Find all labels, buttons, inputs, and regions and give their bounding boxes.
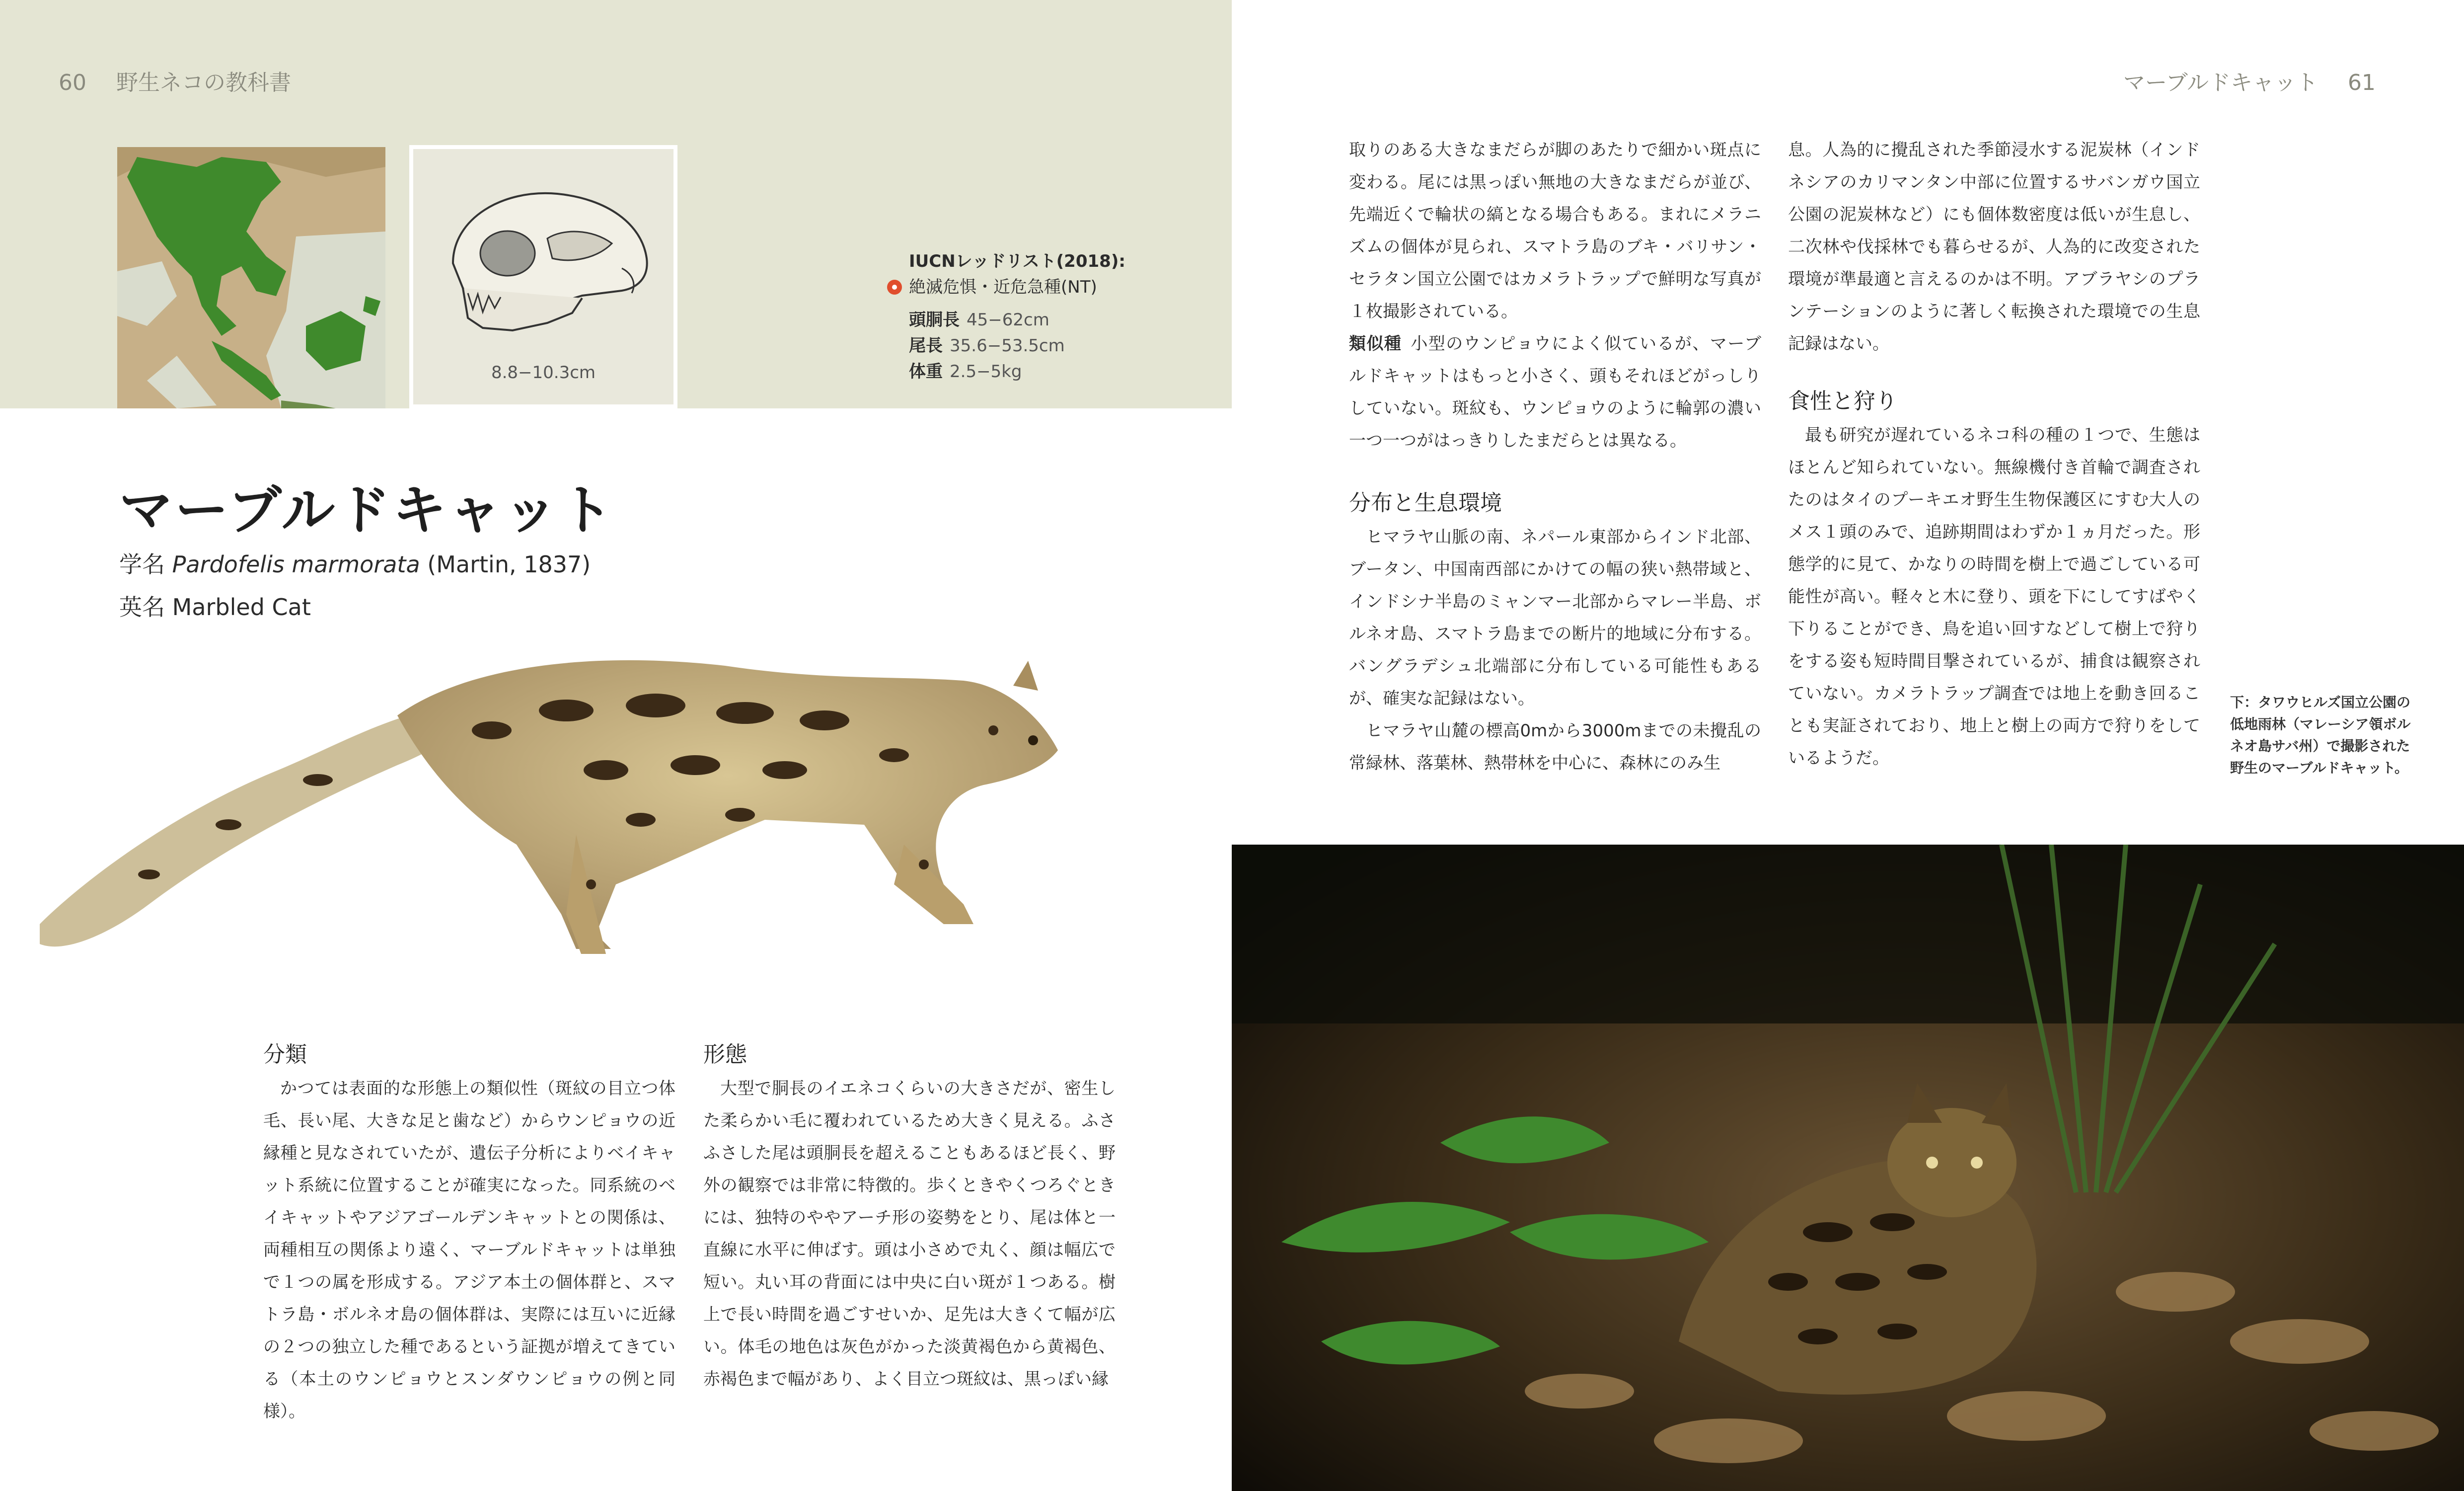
body-length-value: 45−62cm [967,310,1049,330]
book-title: 野生ネコの教科書 [116,70,291,95]
morphology-continuation: 取りのある大きなまだらが脚のあたりで細かい斑点に変わる。尾には黒っぽい無地の大きなまだらが並び、先端近くで輪状の縞となる場合もある。まれにメラニズムの個体が見られ、スマトラ島のブキ・バリサン・セラタン国立公園ではカメラトラップで鮮明な写真が１枚撮影されている。 [1349,140,1761,321]
distribution-text-1: ヒマラヤ山脈の南、ネパール東部からインド北部、ブータン、中国南西部にかけての幅の狭い熱帯域と、インドシナ半島のミャンマー北部からマレー半島、ボルネオ島、スマトラ島までの断片的地域に分布する。バングラデシュ北端部に分布している可能性もあるが、確実な記録はない。 [1349,527,1761,708]
skull-illustration-panel [409,145,677,408]
weight-value: 2.5−5kg [950,362,1022,382]
right-column-1 [1349,134,1761,780]
classification-section [263,1038,675,1428]
distribution-heading: 分布と生息環境 [1349,490,1502,516]
photo-caption: 下：タワウヒルズ国立公園の低地雨林（マレーシア領ボルネオ島サバ州）で撮影された野生のマーブルドキャット。 [2230,694,2411,776]
running-title: マーブルドキャット [2123,70,2318,95]
morphology-section [703,1038,1116,1396]
classification-text: かつては表面的な形態上の類似性（斑紋の目立つ体毛、長い尾、大きな足と歯など）からウンピョウの近縁種と見なされていたが、遺伝子分析によりベイキャット系統に位置することが確実になった。同系統のベイキャットやアジアゴールデンキャットとの関係は、両種相互の関係より遠く、マーブルドキャットは単独で１つの属を形成する。アジア本土の個体群と、スマトラ島・ボルネオ島の個体群は、実際には互いに近縁の２つの独立した種であるという証拠が増えてきている（本土のウンピョウとスンダウンピョウの例と同様）。 [263,1079,675,1421]
page-number-right: 61 [2348,70,2376,95]
tail-length-value: 35.6−53.5cm [950,336,1065,356]
camera-trap-photo [1232,845,2464,1491]
scientific-label: 学名 [119,551,165,578]
range-map-graphic [117,147,385,408]
morphology-heading: 形態 [703,1042,747,1067]
right-column-2 [1788,134,2200,775]
page-number-left: 60 [59,70,86,95]
body-length-label: 頭胴長 [909,310,960,330]
classification-heading: 分類 [263,1042,307,1067]
morphology-text: 大型で胴長のイエネコくらいの大きさだが、密生した柔らかい毛に覆われているため大きく見える。ふさふさした尾は頭胴長を超えることもあるほど長く、野外の観察では非常に特徴的。歩くときやくつろぐときには、独特のややアーチ形の姿勢をとり、尾は体と一直線に水平に伸ばす。頭は小さめで丸く、顔は幅広で短い。丸い耳の背面には中央に白い斑が１つある。樹上で長い時間を過ごすせいか、足先は大きくて幅が広い。体毛の地色は灰色がかった淡黄褐色から黄褐色、赤褐色まで幅があり、よく目立つ斑紋は、黒っぽい縁 [703,1079,1116,1389]
species-title: マーブルドキャット [119,479,615,542]
iucn-status: 絶滅危惧・近危急種(NT) [909,277,1097,297]
distribution-text-2: ヒマラヤ山麓の標高0mから3000mまでの未攪乱の常緑林、落葉林、熱帯林を中心に、森林にのみ生 [1349,721,1761,773]
similar-species-paragraph [1349,328,1761,457]
skull-illustration [433,179,662,348]
diet-text: 最も研究が遅れているネコ科の種の１つで、生態はほとんど知られていない。無線機付き首輪で調査されたのはタイのプーキエオ野生生物保護区にすむ大人のメス１頭のみで、追跡期間はわずか１ヵ月だった。形態学的に見て、かなりの時間を樹上で過ごしている可能性が高い。軽々と木に登り、頭を下にしてすばやく下りることができ、鳥を追い回すなどして樹上で狩りをする姿も短時間目撃されているが、捕食は観察されていない。カメラトラップ調査では地上を動き回ることも実証されており、地上と樹上の両方で狩りをしているようだ。 [1788,425,2200,768]
similar-species-label: 類似種 [1349,334,1402,354]
left-running-header [59,65,291,96]
diet-heading: 食性と狩り [1788,389,1897,414]
marbled-cat-illustration [20,606,1132,1033]
english-label: 英名 [119,594,165,621]
iucn-info [909,248,1125,385]
range-map [117,147,385,408]
skull-size-label: 8.8−10.3cm [491,363,596,383]
status-dot-icon [887,280,902,295]
habitat-continuation: 息。人為的に攪乱された季節浸水する泥炭林（インドネシアのカリマンタン中部に位置するサバンガウ国立公園の泥炭林など）にも個体数密度は低いが生息し、二次林や伐採林でも暮らせるが、人為的に改変された環境が準最適と言えるのかは不明。アブラヤシのプランテーションのように著しく転換された環境での生息記録はない。 [1788,140,2200,354]
iucn-heading: IUCNレッドリスト(2018): [909,251,1125,271]
scientific-name: Pardofelis marmorata [172,551,420,578]
weight-label: 体重 [909,362,943,382]
similar-species-text: 小型のウンピョウによく似ているが、マーブルドキャットはもっと小さく、頭もそれほどがっしりしていない。斑紋も、ウンピョウのように輪郭の濃い一つ一つがはっきりしたまだらとは異なる。 [1349,334,1761,451]
scientific-author: (Martin, 1837) [427,551,591,578]
right-running-header [2123,65,2405,96]
tail-length-label: 尾長 [909,336,943,356]
scientific-name-line [119,547,591,579]
english-name: Marbled Cat [172,594,311,621]
forest-photo-graphic [1232,845,2464,1491]
